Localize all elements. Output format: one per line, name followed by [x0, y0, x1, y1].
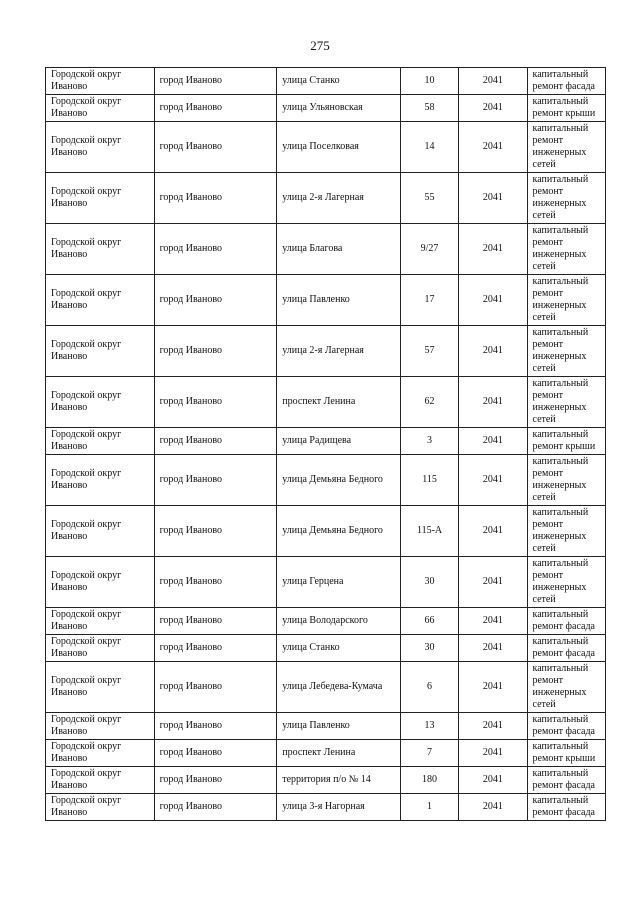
municipal-district-cell: Городской округ Иваново: [46, 173, 155, 224]
table-row: [46, 122, 606, 173]
city-cell: город Иваново: [154, 635, 277, 662]
house-number-cell: 55: [400, 173, 458, 224]
city-cell: город Иваново: [154, 275, 277, 326]
street-cell: улица 2-я Лагерная: [277, 326, 401, 377]
house-number-cell: 30: [400, 635, 458, 662]
table-row: [46, 377, 606, 428]
street-cell: улица Поселковая: [277, 122, 401, 173]
house-number-cell: 10: [400, 68, 458, 95]
municipal-district-cell: Городской округ Иваново: [46, 662, 155, 713]
table-row: [46, 68, 606, 95]
house-number-cell: 57: [400, 326, 458, 377]
city-cell: город Иваново: [154, 95, 277, 122]
table-row: [46, 173, 606, 224]
repair-schedule-table: [45, 67, 606, 821]
work-type-cell: капитальный ремонт инженерных сетей: [527, 662, 605, 713]
municipal-district-cell: Городской округ Иваново: [46, 122, 155, 173]
house-number-cell: 3: [400, 428, 458, 455]
table-row: [46, 455, 606, 506]
work-type-cell: капитальный ремонт инженерных сетей: [527, 173, 605, 224]
city-cell: город Иваново: [154, 224, 277, 275]
year-cell: 2041: [459, 557, 527, 608]
year-cell: 2041: [459, 455, 527, 506]
municipal-district-cell: Городской округ Иваново: [46, 428, 155, 455]
work-type-cell: капитальный ремонт инженерных сетей: [527, 122, 605, 173]
work-type-cell: капитальный ремонт фасада: [527, 767, 605, 794]
house-number-cell: 115-А: [400, 506, 458, 557]
city-cell: город Иваново: [154, 122, 277, 173]
year-cell: 2041: [459, 635, 527, 662]
house-number-cell: 30: [400, 557, 458, 608]
municipal-district-cell: Городской округ Иваново: [46, 794, 155, 821]
street-cell: улица Володарского: [277, 608, 401, 635]
work-type-cell: капитальный ремонт фасада: [527, 635, 605, 662]
year-cell: 2041: [459, 275, 527, 326]
city-cell: город Иваново: [154, 794, 277, 821]
street-cell: улица Демьяна Бедного: [277, 455, 401, 506]
municipal-district-cell: Городской округ Иваново: [46, 455, 155, 506]
street-cell: улица Ульяновская: [277, 95, 401, 122]
city-cell: город Иваново: [154, 428, 277, 455]
street-cell: улица 3-я Нагорная: [277, 794, 401, 821]
street-cell: улица Лебедева-Кумача: [277, 662, 401, 713]
table-row: [46, 428, 606, 455]
year-cell: 2041: [459, 794, 527, 821]
city-cell: город Иваново: [154, 740, 277, 767]
year-cell: 2041: [459, 377, 527, 428]
house-number-cell: 17: [400, 275, 458, 326]
house-number-cell: 7: [400, 740, 458, 767]
table-row: [46, 95, 606, 122]
year-cell: 2041: [459, 122, 527, 173]
table-row: [46, 767, 606, 794]
year-cell: 2041: [459, 95, 527, 122]
municipal-district-cell: Городской округ Иваново: [46, 635, 155, 662]
city-cell: город Иваново: [154, 377, 277, 428]
table-row: [46, 557, 606, 608]
house-number-cell: 58: [400, 95, 458, 122]
year-cell: 2041: [459, 740, 527, 767]
table-row: [46, 662, 606, 713]
street-cell: проспект Ленина: [277, 377, 401, 428]
work-type-cell: капитальный ремонт инженерных сетей: [527, 557, 605, 608]
municipal-district-cell: Городской округ Иваново: [46, 224, 155, 275]
street-cell: улица Станко: [277, 68, 401, 95]
city-cell: город Иваново: [154, 326, 277, 377]
work-type-cell: капитальный ремонт инженерных сетей: [527, 326, 605, 377]
house-number-cell: 115: [400, 455, 458, 506]
municipal-district-cell: Городской округ Иваново: [46, 713, 155, 740]
city-cell: город Иваново: [154, 713, 277, 740]
table-row: [46, 224, 606, 275]
municipal-district-cell: Городской округ Иваново: [46, 377, 155, 428]
table-row: [46, 506, 606, 557]
table-row: [46, 740, 606, 767]
year-cell: 2041: [459, 608, 527, 635]
municipal-district-cell: Городской округ Иваново: [46, 608, 155, 635]
municipal-district-cell: Городской округ Иваново: [46, 767, 155, 794]
work-type-cell: капитальный ремонт инженерных сетей: [527, 224, 605, 275]
table-row: [46, 713, 606, 740]
municipal-district-cell: Городской округ Иваново: [46, 275, 155, 326]
work-type-cell: капитальный ремонт инженерных сетей: [527, 455, 605, 506]
year-cell: 2041: [459, 428, 527, 455]
work-type-cell: капитальный ремонт фасада: [527, 794, 605, 821]
year-cell: 2041: [459, 506, 527, 557]
table-row: [46, 794, 606, 821]
table-row: [46, 635, 606, 662]
municipal-district-cell: Городской округ Иваново: [46, 95, 155, 122]
house-number-cell: 9/27: [400, 224, 458, 275]
city-cell: город Иваново: [154, 506, 277, 557]
table-row: [46, 275, 606, 326]
municipal-district-cell: Городской округ Иваново: [46, 326, 155, 377]
house-number-cell: 1: [400, 794, 458, 821]
city-cell: город Иваново: [154, 662, 277, 713]
house-number-cell: 6: [400, 662, 458, 713]
street-cell: улица Павленко: [277, 713, 401, 740]
street-cell: улица Благова: [277, 224, 401, 275]
year-cell: 2041: [459, 173, 527, 224]
work-type-cell: капитальный ремонт инженерных сетей: [527, 506, 605, 557]
street-cell: улица Радищева: [277, 428, 401, 455]
work-type-cell: капитальный ремонт крыши: [527, 428, 605, 455]
year-cell: 2041: [459, 662, 527, 713]
city-cell: город Иваново: [154, 608, 277, 635]
house-number-cell: 62: [400, 377, 458, 428]
street-cell: улица 2-я Лагерная: [277, 173, 401, 224]
house-number-cell: 14: [400, 122, 458, 173]
municipal-district-cell: Городской округ Иваново: [46, 68, 155, 95]
street-cell: улица Станко: [277, 635, 401, 662]
municipal-district-cell: Городской округ Иваново: [46, 557, 155, 608]
work-type-cell: капитальный ремонт крыши: [527, 740, 605, 767]
city-cell: город Иваново: [154, 68, 277, 95]
table-row: [46, 326, 606, 377]
street-cell: территория п/о № 14: [277, 767, 401, 794]
year-cell: 2041: [459, 326, 527, 377]
year-cell: 2041: [459, 224, 527, 275]
city-cell: город Иваново: [154, 557, 277, 608]
street-cell: проспект Ленина: [277, 740, 401, 767]
work-type-cell: капитальный ремонт фасада: [527, 713, 605, 740]
street-cell: улица Герцена: [277, 557, 401, 608]
city-cell: город Иваново: [154, 455, 277, 506]
house-number-cell: 13: [400, 713, 458, 740]
year-cell: 2041: [459, 767, 527, 794]
work-type-cell: капитальный ремонт инженерных сетей: [527, 275, 605, 326]
street-cell: улица Павленко: [277, 275, 401, 326]
year-cell: 2041: [459, 68, 527, 95]
house-number-cell: 180: [400, 767, 458, 794]
page-number: 275: [310, 38, 330, 53]
year-cell: 2041: [459, 713, 527, 740]
municipal-district-cell: Городской округ Иваново: [46, 740, 155, 767]
work-type-cell: капитальный ремонт крыши: [527, 95, 605, 122]
city-cell: город Иваново: [154, 173, 277, 224]
work-type-cell: капитальный ремонт инженерных сетей: [527, 377, 605, 428]
table-row: [46, 608, 606, 635]
work-type-cell: капитальный ремонт фасада: [527, 68, 605, 95]
city-cell: город Иваново: [154, 767, 277, 794]
municipal-district-cell: Городской округ Иваново: [46, 506, 155, 557]
street-cell: улица Демьяна Бедного: [277, 506, 401, 557]
house-number-cell: 66: [400, 608, 458, 635]
work-type-cell: капитальный ремонт фасада: [527, 608, 605, 635]
